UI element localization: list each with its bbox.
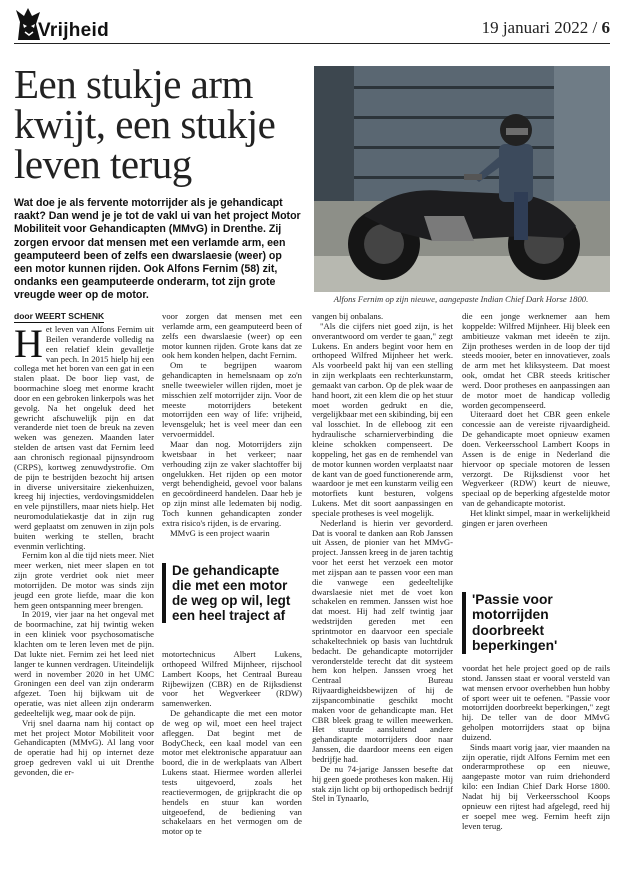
paragraph-text: et leven van Alfons Fernim uit Beilen veranderde volledig na een relatief klein gevalletje van pech. In 2015 hielp hij een collega met het boren van een gat in een stalen plaat. De boor liep vast, de boormachine sloeg met enorme kracht door en een gebroken linkerpols was het gevolg. Na het ongeluk deed het gewricht afschuwelijk pijn en dat veranderde niet toen de breuk na zeven weken was genezen. Maanden later stelden de artsen vast dat Fernim leed aan chronisch regionaal pijnsyndroom (CRPS), kortweg zenuwdystrofie. Om de pijn te bestrijden bezocht hij artsen in diverse universitaire ziekenhuizen, kreeg hij injecties, verdovingsmiddelen en vele pijnstillers, maar niets hielp. Het neuromodulatiekastje dat in zijn rug werd geplaatst om zenuwen in zijn pols buiten werking te stellen, bracht evenmin verlichting. <box>14 324 154 551</box>
paragraph: Sinds maart vorig jaar, vier maanden na zijn operatie, rijdt Alfons Fernim met een onderarmprothese op een nieuwe, aangepaste motor van ruim driehonderd kilo: een Indian Chief Dark Horse 1800. Nadat hij bij Verkeersschool Koops opnieuw een rijtest had afgelegd, reed hij er soepel mee weg. Fernim heeft zijn leven terug. <box>462 741 610 831</box>
article-lead: Wat doe je als fervente motorrijder als je gehandicapt raakt? Dan wend je je tot de vakl ui van het project Motor Mobiliteit voor Gehandicapten (MMvG) in Drenthe. Zij zorgen ervoor dat mensen met een verlamde arm, een geamputeerd been of zelfs een dwarslaesie (weer) op een motor kunnen rijden. Ook Alfons Fernim (58) zit, ondanks een geamputeerde onderarm, tot zijn grote vreugde weer op de motor. <box>14 197 301 302</box>
pull-quote: De gehandicapte die met een motor de weg op wil, legt een heel traject af <box>162 563 302 623</box>
paragraph: Het klinkt simpel, maar in werkelijkheid gingen er jaren overheen <box>462 507 610 528</box>
drop-cap: H <box>14 321 43 366</box>
issue-info <box>482 18 610 38</box>
paragraph: De gehandicapte die met een motor de weg op wil, moet een heel traject afleggen. Dat begint met de BodyCheck, een kaal model van een motor met elektronische apparatuur aan boord, die in de werkplaats van Albert Lukens staat. Hiermee worden allerlei tests uitgevoerd, zoals het reactievermogen, de grijpkracht die op hendels en stuur kan worden uitgeoefend, de bediening van schakelaars en het vermogen om de motor op te <box>162 708 302 837</box>
page-number: 6 <box>601 18 610 37</box>
paragraph: In 2019, vier jaar na het ongeval met de boormachine, zat hij twintig weken in een kliniek voor psychosomatische klachten om te leren leven met de pijn. Dat lukte niet. Fernim zei het leed niet langer te kunnen verdragen. Uiteindelijk werd in november 2020 in het UMC Groningen een deel van zijn onderarm afgezet. Toen hij bijkwam uit de operatie, was niet alleen zijn onderarm gedeeltelijk weg, maar ook de pijn. <box>14 609 154 718</box>
paragraph: Vrij snel daarna nam hij contact op met het project Motor Mobiliteit voor Gehandicapten (MMvG). Al lang voor de operatie had hij op internet deze groep gedreven vakl ui uit Drenthe gevonden, die er- <box>14 717 154 777</box>
logo-text: Vrijheid <box>38 20 110 41</box>
motorcycle-photo <box>314 66 610 292</box>
paragraph: die een jonge werknemer aan hem koppelde: Wilfred Mijnheer. Hij bleek een ambitieuze vakman met ideeën te zijn. Zijn protheses werden in de loop der tijd steeds mooier, beter en innovatiever, zoals de arm met het kliksysteem. Dat moest ook, omdat het CBR steeds kritischer werd. Door protheses en aanpassingen aan de motor moet de handicap volledig worden gecompenseerd. <box>462 311 610 410</box>
article-headline: Een stukje arm kwijt, een stukje leven terug <box>14 61 276 187</box>
paragraph: Uiteraard doet het CBR geen enkele concessie aan de vereiste rijvaardigheid. De gehandicapte moet opnieuw examen doen. Verkeersschool Lambert Koops in Assen is de enige in Nederland die hiervoor op speciale motoren de lessen verzorgt. De Rijksdienst voor het Wegverkeer (RDW) keurt de nieuwe, speciaal op de beperking afgestelde motor van de gehandicapte motorist. <box>462 409 610 509</box>
paragraph: Maar dan nog. Motorrijders zijn kwetsbaar in het verkeer; naar verhouding zijn ze vaker slachtoffer bij ongelukken. Het rijden op een motor vergt behendigheid, gevoel voor balans en gecoördineerd handelen. Daar heb je op zijn minst alle ledematen bij nodig. Toch kunnen gehandicapten zonder extra risico's rijden, is de ervaring. <box>162 438 302 528</box>
paragraph: Fernim kon al die tijd niets meer. Niet meer werken, niet meer slapen en tot zijn grote verdriet ook niet meer motorrijden. De motor was sinds zijn jeugd een grote liefde, maar die kon hem geen ontspanning meer brengen. <box>14 550 154 610</box>
masthead <box>14 4 610 44</box>
paragraph: motortechnicus Albert Lukens, orthopeed Wilfred Mijnheer, rijschool Lambert Koops, het Centraal Bureau Rijbewijzen (CBR) en de Rijksdienst voor het Wegverkeer (RDW) samenwerken. <box>162 649 302 709</box>
paragraph: "Als die cijfers niet goed zijn, is het onverantwoord om verder te gaan," zegt Lukens. En anders begint voor hem en orthopeed Wilfred Mijnheer het werk. Als voorbeeld pakt hij van een stelling in zijn werkplaats een rechterkunstarm, gemaakt van carbon. Op de plek waar de hand hoort, zit een klem die op het stuur moet worden gedrukt en die, vergelijkbaar met een skibinding, bij een val losschiet. In de elleboog zit een hydraulische scharnierverbinding die kleine schokken compenseert. De koppeling, het gas en de remhendel van de motor kunnen worden verplaatst naar de kant van de goed functionerende arm, waardoor je met een kunstarm veilig een motorfiets kunt besturen, volgens Lukens. Met dit soort aanpassingen en speciale protheses is veel mogelijk. <box>312 320 453 518</box>
byline: door WEERT SCHENK <box>14 311 105 321</box>
pull-quote: 'Passie voor motorrijden doorbreekt beperkingen' <box>462 592 610 654</box>
article-column-4-continued <box>462 664 610 831</box>
paragraph: voor zorgen dat mensen met een verlamde arm, een geamputeerd been of zelfs een dwarslaesie (weer) op een motor kunnen rijden. Grote kans dat ze ook hem konden helpen, dacht Fernim. <box>162 311 302 361</box>
paragraph: vangen bij onbalans. <box>312 311 384 321</box>
issue-date: 19 januari 2022 / <box>481 18 598 37</box>
paragraph: MMvG is een project waarin <box>170 527 270 538</box>
paragraph: De nu 74-jarige Janssen besefte dat hij geen goede protheses kon maken. Hij stak zijn licht op bij orthopedisch bedrijf Stel in Tynaarlo, <box>312 763 453 804</box>
photo-caption: Alfons Fernim op zijn nieuwe, aangepaste Indian Chief Dark Horse 1800. <box>333 294 589 304</box>
article-column-2 <box>162 312 302 538</box>
article-column-3 <box>312 312 453 804</box>
photo-illustration <box>314 66 610 292</box>
paragraph: Nederland is hierin ver gevorderd. Dat is vooral te danken aan Rob Janssen uit Assen, de pionier van het MMvG-project. Janssen kreeg in de jaren tachtig voor het eerst het verzoek een motor met zijspan aan te passen voor een man die vanwege een gedeeltelijke dwarslaesie niet met de voet kon schakelen en remmen. Janssen wist hoe dat moest. Hij had zelf twintig jaar wedstrijden gereden met een sprintmotor en daarvoor een speciale schakeltechniek op basis van luchtdruk bedacht. De gehandicapte motorrijder veronderstelde terecht dat dit systeem hem kon helpen. Janssen vroeg het Centraal Bureau Rijvaardigheidsbewijzen of hij de zijspancombinatie geschikt mocht maken voor de gehandicapte man. Het CBR bleek graag te willen meewerken. Het stuurde aansluitend andere gehandicapte motorrijders door naar Janssen, die daardoor meens een eigen bedrijfje had. <box>312 517 453 764</box>
article-column-1 <box>14 321 154 778</box>
paragraph: voordat het hele project goed op de rails stond. Janssen staat er vooral versteld van wat mensen ervoor overhebben hun hobby of sport weer uit te oefenen. "Passie voor motorrijden doorbreekt beperkingen," zegt hij. De teller van de door MMvG geholpen motorrijders staat op bijna duizend. <box>462 663 610 742</box>
paragraph <box>14 321 154 551</box>
article-column-2-continued <box>162 650 302 837</box>
paragraph: Om te begrijpen waarom gehandicapten in hemelsnaam op zo'n snelle tweewieler willen rijden, moet je misschien zelf motorrijder zijn. Voor de meeste motorrijders betekent motorrijden een way of life: vrijheid, levensgeluk; het is veel meer dan een vervoermiddel. <box>162 360 302 440</box>
newspaper-logo[interactable] <box>14 4 164 44</box>
article-column-4 <box>462 312 610 529</box>
